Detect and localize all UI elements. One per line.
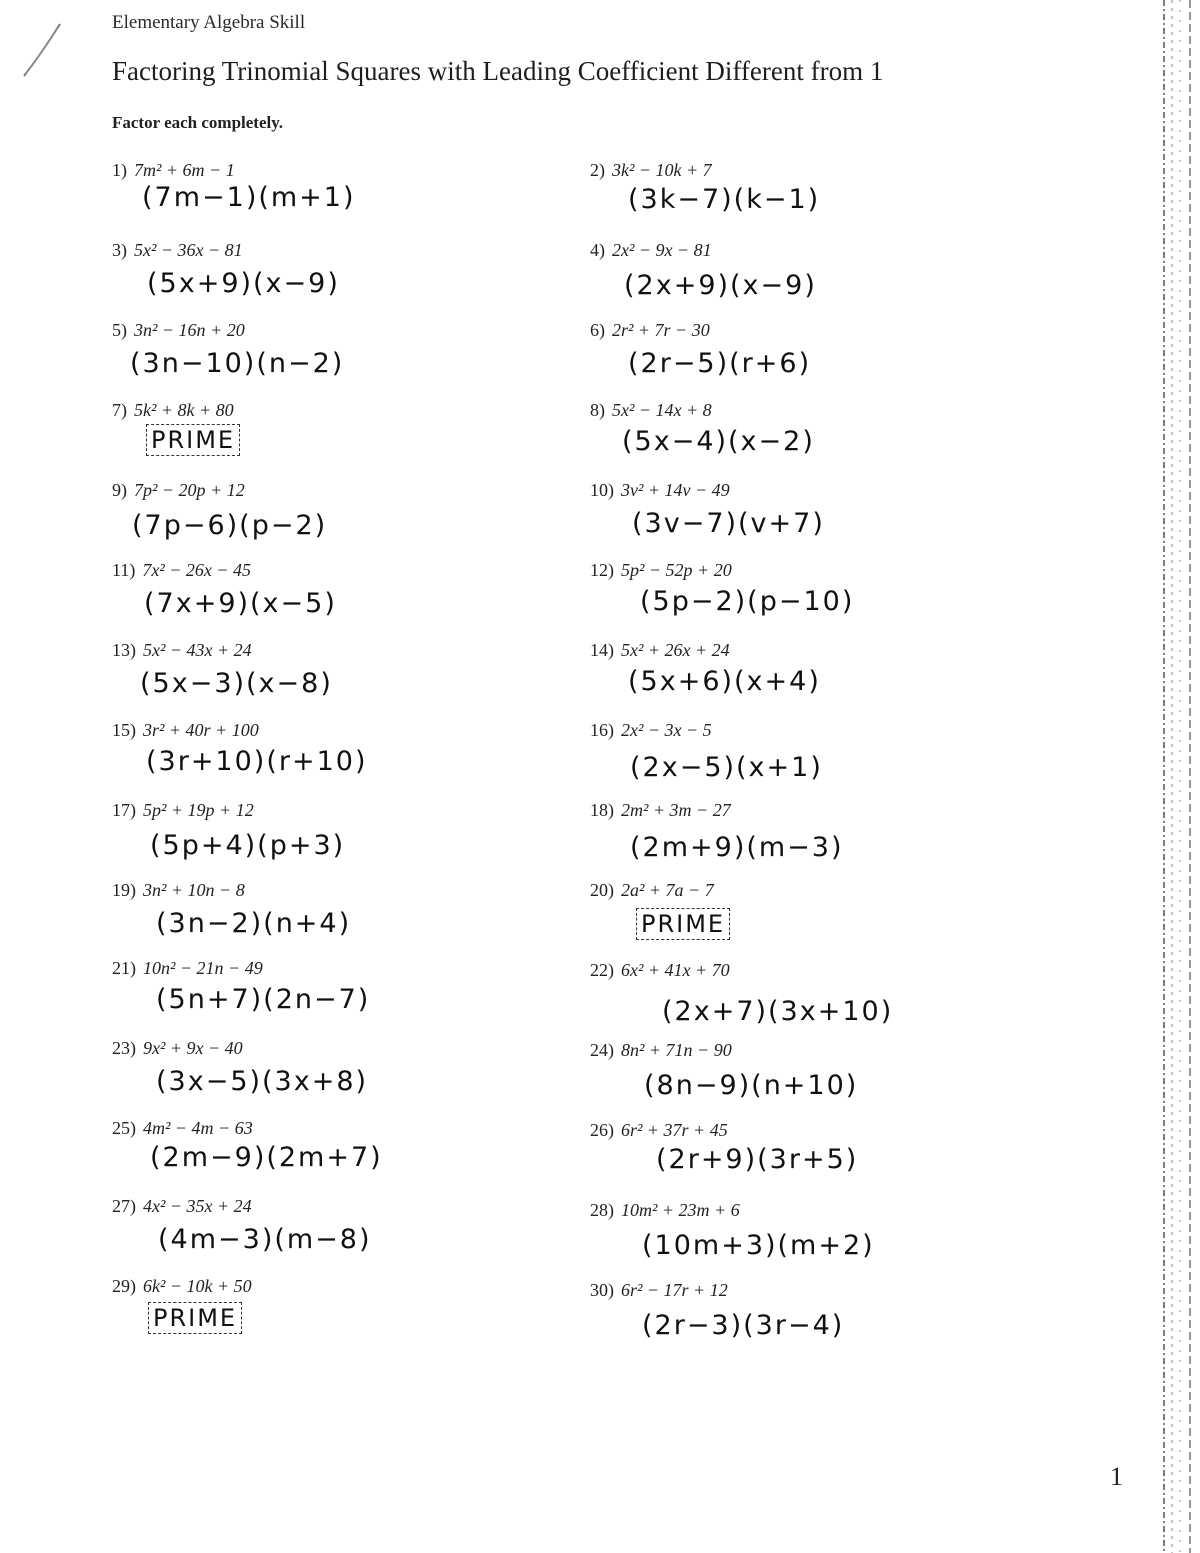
handwritten-answer: (5x−4)(x−2): [622, 426, 815, 457]
handwritten-answer: PRIME: [636, 908, 730, 940]
problem-number: 23): [112, 1038, 136, 1058]
problem-expression: 2a² + 7a − 7: [621, 880, 714, 900]
problem-expression: 2x² − 9x − 81: [612, 240, 712, 260]
problem-number: 10): [590, 480, 614, 500]
handwritten-answer: (7m−1)(m+1): [142, 182, 356, 213]
problem-number: 26): [590, 1120, 614, 1140]
handwritten-answer: (3n−10)(n−2): [130, 348, 345, 379]
handwritten-answer: (4m−3)(m−8): [158, 1224, 372, 1255]
problem-expression: 2x² − 3x − 5: [621, 720, 712, 740]
worksheet-title: Factoring Trinomial Squares with Leading Coefficient Different from 1: [112, 56, 884, 86]
handwritten-answer: (5x−3)(x−8): [140, 668, 333, 699]
scan-edge-shadow: [1160, 0, 1200, 1553]
problem-number: 27): [112, 1196, 136, 1216]
problem-number: 4): [590, 240, 605, 260]
problem-number: 17): [112, 800, 136, 820]
problem-expression: 4m² − 4m − 63: [143, 1118, 253, 1138]
problem-number: 12): [590, 560, 614, 580]
handwritten-answer: (5p−2)(p−10): [640, 586, 855, 617]
handwritten-answer: (2r+9)(3r+5): [656, 1144, 859, 1175]
course-name: Elementary Algebra Skill: [112, 12, 306, 33]
problem-expression: 10m² + 23m + 6: [621, 1200, 740, 1220]
handwritten-answer: (3k−7)(k−1): [628, 184, 821, 215]
handwritten-answer: (5p+4)(p+3): [150, 830, 346, 861]
problem-number: 25): [112, 1118, 136, 1138]
problem-expression: 5p² − 52p + 20: [621, 560, 732, 580]
problem-expression: 2r² + 7r − 30: [612, 320, 710, 340]
handwritten-answer: (2x+7)(3x+10): [662, 996, 894, 1027]
handwritten-answer: (2x−5)(x+1): [630, 752, 823, 783]
problem-number: 18): [590, 800, 614, 820]
problem-expression: 6r² − 17r + 12: [621, 1280, 728, 1300]
problem-expression: 5x² + 26x + 24: [621, 640, 730, 660]
problem-expression: 3v² + 14v − 49: [621, 480, 730, 500]
problem-number: 13): [112, 640, 136, 660]
handwritten-answer: (10m+3)(m+2): [642, 1230, 875, 1261]
problem-expression: 7x² − 26x − 45: [142, 560, 251, 580]
handwritten-answer: (2r−5)(r+6): [628, 348, 812, 379]
problem-number: 16): [590, 720, 614, 740]
handwritten-answer: (3n−2)(n+4): [156, 908, 352, 939]
problem-expression: 3r² + 40r + 100: [143, 720, 259, 740]
problem-number: 30): [590, 1280, 614, 1300]
handwritten-answer: (7p−6)(p−2): [132, 510, 328, 541]
handwritten-answer: (2m+9)(m−3): [630, 832, 844, 863]
page-number: 1: [1110, 1462, 1123, 1491]
problem-expression: 10n² − 21n − 49: [143, 958, 263, 978]
handwritten-answer: PRIME: [146, 424, 240, 456]
handwritten-answer: PRIME: [148, 1302, 242, 1334]
problem-expression: 5x² − 43x + 24: [143, 640, 252, 660]
problem-number: 29): [112, 1276, 136, 1296]
handwritten-answer: (5n+7)(2n−7): [156, 984, 371, 1015]
handwritten-answer: (3x−5)(3x+8): [156, 1066, 369, 1097]
handwritten-answer: (2x+9)(x−9): [624, 270, 817, 301]
problem-expression: 3n² + 10n − 8: [143, 880, 245, 900]
problem-expression: 5x² − 36x − 81: [134, 240, 243, 260]
problem-number: 21): [112, 958, 136, 978]
problem-number: 2): [590, 160, 605, 180]
problem-number: 22): [590, 960, 614, 980]
problem-number: 19): [112, 880, 136, 900]
pen-stroke-mark: [20, 20, 64, 80]
problem-number: 11): [112, 560, 136, 580]
problem-expression: 5k² + 8k + 80: [134, 400, 234, 420]
problem-expression: 3k² − 10k + 7: [612, 160, 712, 180]
handwritten-answer: (5x+9)(x−9): [147, 268, 340, 299]
handwritten-answer: (2r−3)(3r−4): [642, 1310, 845, 1341]
problem-expression: 2m² + 3m − 27: [621, 800, 731, 820]
problem-number: 20): [590, 880, 614, 900]
instructions: Factor each completely.: [112, 113, 284, 132]
problem-number: 7): [112, 400, 127, 420]
problem-number: 15): [112, 720, 136, 740]
problem-number: 9): [112, 480, 127, 500]
problem-expression: 6k² − 10k + 50: [143, 1276, 252, 1296]
problem-expression: 4x² − 35x + 24: [143, 1196, 252, 1216]
problem-expression: 6r² + 37r + 45: [621, 1120, 728, 1140]
problem-expression: 5x² − 14x + 8: [612, 400, 712, 420]
handwritten-answer: (5x+6)(x+4): [628, 666, 821, 697]
problem-number: 1): [112, 160, 127, 180]
handwritten-answer: (3r+10)(r+10): [146, 746, 368, 777]
problem-number: 28): [590, 1200, 614, 1220]
problem-expression: 7m² + 6m − 1: [134, 160, 235, 180]
problem-expression: 9x² + 9x − 40: [143, 1038, 243, 1058]
problem-number: 6): [590, 320, 605, 340]
problem-number: 14): [590, 640, 614, 660]
handwritten-answer: (3v−7)(v+7): [632, 508, 825, 539]
problem-number: 24): [590, 1040, 614, 1060]
handwritten-answer: (2m−9)(2m+7): [150, 1142, 383, 1173]
problem-expression: 8n² + 71n − 90: [621, 1040, 732, 1060]
problem-number: 8): [590, 400, 605, 420]
handwritten-answer: (8n−9)(n+10): [644, 1070, 859, 1101]
handwritten-answer: (7x+9)(x−5): [144, 588, 337, 619]
problem-number: 5): [112, 320, 127, 340]
problem-expression: 3n² − 16n + 20: [134, 320, 245, 340]
problem-expression: 5p² + 19p + 12: [143, 800, 254, 820]
problem-expression: 7p² − 20p + 12: [134, 480, 245, 500]
problem-expression: 6x² + 41x + 70: [621, 960, 730, 980]
problem-number: 3): [112, 240, 127, 260]
